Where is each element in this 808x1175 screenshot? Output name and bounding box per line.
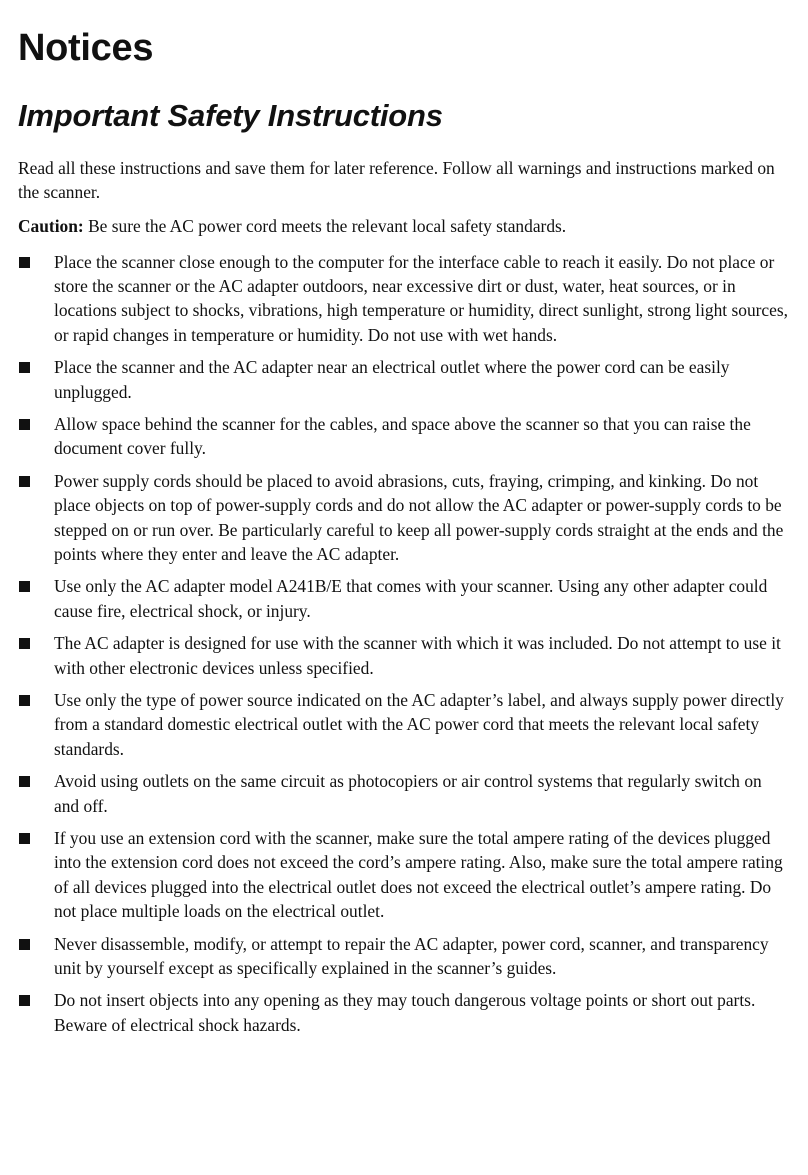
square-bullet-icon — [19, 939, 30, 950]
list-item-text: Place the scanner and the AC adapter near an electrical outlet where the power cord can be easily unplugged. — [54, 357, 730, 402]
list-item-text: Avoid using outlets on the same circuit as photocopiers or air control systems that regularly switch on and off. — [54, 771, 762, 816]
page-title: Notices — [18, 27, 154, 69]
square-bullet-icon — [19, 638, 30, 649]
list-item-text: Allow space behind the scanner for the cables, and space above the scanner so that you can raise the document cover fully. — [54, 414, 751, 459]
square-bullet-icon — [19, 362, 30, 373]
square-bullet-icon — [19, 476, 30, 487]
list-item — [18, 769, 790, 817]
document-page — [18, 0, 790, 1035]
list-item-text: Never disassemble, modify, or attempt to repair the AC adapter, power cord, scanner, and transparency unit by yourself except as specifically explained in the scanner’s guides. — [54, 933, 769, 978]
list-item — [18, 688, 790, 761]
list-item — [18, 250, 790, 347]
square-bullet-icon — [19, 695, 30, 706]
caution-label: Caution: — [18, 216, 84, 236]
list-item-text: Power supply cords should be placed to avoid abrasions, cuts, fraying, crimping, and kinking. Do not place objects on top of power-supply cords and do not allow the AC adapter or power-supply cords to be stepped on or run over. Be particularly careful to keep all power-supply cords straight at the ends and the points where they enter and leave the AC adapter. — [54, 471, 784, 564]
list-item — [18, 631, 790, 679]
intro-paragraph: Read all these instructions and save them for later reference. Follow all warnings and instructions marked on the scanner. — [18, 158, 775, 203]
square-bullet-icon — [19, 581, 30, 592]
square-bullet-icon — [19, 257, 30, 268]
safety-instructions-list — [18, 250, 790, 1045]
list-item — [18, 355, 790, 403]
list-item-text: If you use an extension cord with the scanner, make sure the total ampere rating of the devices plugged into the extension cord does not exceed the cord’s ampere rating. Also, make sure the total ampere rating of all devices plugged into the electrical outlet does not exceed the electrical outlet’s ampere rating. Do not place multiple loads on the electrical outlet. — [54, 828, 783, 921]
square-bullet-icon — [19, 776, 30, 787]
section-title: Important Safety Instructions — [18, 98, 443, 133]
list-item-text: The AC adapter is designed for use with the scanner with which it was included. Do not attempt to use it with other electronic devices unless specified. — [54, 633, 781, 678]
square-bullet-icon — [19, 419, 30, 430]
list-item-text: Use only the AC adapter model A241B/E that comes with your scanner. Using any other adapter could cause fire, electrical shock, or injury. — [54, 576, 768, 621]
list-item — [18, 932, 790, 980]
list-item — [18, 412, 790, 460]
list-item-text: Place the scanner close enough to the computer for the interface cable to reach it easily. Do not place or store the scanner or the AC adapter outdoors, near excessive dirt or dust, water, heat sources, or in locations subject to shocks, vibrations, high temperature or humidity, direct sunlight, strong light sources, or rapid changes in temperature or humidity. Do not use with wet hands. — [54, 252, 788, 345]
list-item — [18, 469, 790, 566]
list-item — [18, 988, 790, 1036]
list-item-text: Use only the type of power source indicated on the AC adapter’s label, and always supply power directly from a standard domestic electrical outlet with the AC power cord that meets the relevant local safety standards. — [54, 690, 784, 759]
square-bullet-icon — [19, 833, 30, 844]
list-item — [18, 574, 790, 622]
list-item-text: Do not insert objects into any opening as they may touch dangerous voltage points or short out parts. Beware of electrical shock hazards. — [54, 990, 756, 1035]
square-bullet-icon — [19, 995, 30, 1006]
caution-text: Be sure the AC power cord meets the relevant local safety standards. — [83, 216, 567, 236]
list-item — [18, 826, 790, 923]
caution-note — [18, 214, 790, 238]
